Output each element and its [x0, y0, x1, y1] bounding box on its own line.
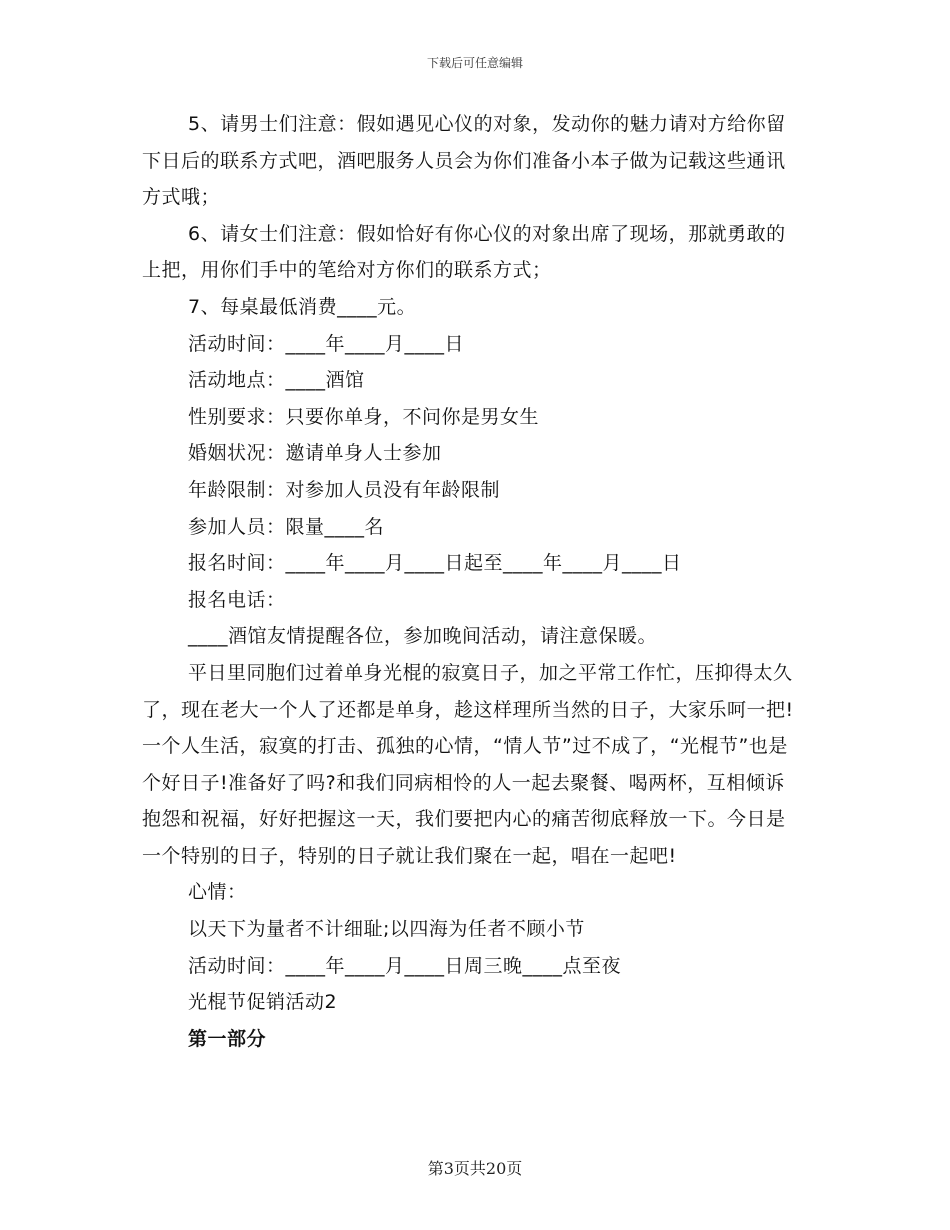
paragraph-item-7: 7、每桌最低消费____元。 — [188, 295, 417, 318]
mood-quote: 以天下为量者不计细耻;以四海为任者不顾小节 — [188, 918, 585, 941]
registration-time: 报名时间：____年____月____日起至____年____月____日 — [188, 552, 682, 575]
age-limit: 年龄限制：对参加人员没有年龄限制 — [188, 478, 501, 501]
paragraph-item-6: 6、请女士们注意：假如恰好有你心仪的对象出席了现场，那就勇敢的上把，用你们手中的笔给对方你们的联系方式； — [142, 222, 786, 282]
gender-requirement: 性别要求：只要你单身，不问你是男女生 — [188, 405, 540, 428]
participants: 参加人员：限量____名 — [188, 515, 385, 538]
marital-status: 婚姻状况：邀请单身人士参加 — [188, 442, 442, 465]
page-footer: 第3页共20页 — [427, 1159, 523, 1178]
mood-label: 心情： — [188, 881, 247, 904]
document-body — [142, 106, 802, 1057]
section-title: 光棍节促销活动2 — [188, 991, 338, 1014]
event-time: 活动时间：____年____月____日 — [188, 332, 465, 355]
event-location: 活动地点：____酒馆 — [188, 369, 365, 392]
paragraph-item-5: 5、请男士们注意：假如遇见心仪的对象，发动你的魅力请对方给你留下日后的联系方式吧，酒吧服务人员会为你们准备小本子做为记载这些通讯方式哦； — [142, 113, 786, 209]
registration-phone: 报名电话： — [188, 588, 286, 611]
event-time-2: 活动时间：____年____月____日周三晚____点至夜 — [188, 954, 622, 977]
intro-paragraph: 平日里同胞们过着单身光棍的寂寞日子，加之平常工作忙，压抑得太久了，现在老大一个人了还都是单身，趁这样理所当然的日子，大家乐呵一把!一个人生活，寂寞的打击、孤独的心情，“情人节”过不成了，“光棍节”也是个好日子!准备好了吗?和我们同病相怜的人一起去聚餐、喝两杯，互相倾诉抱怨和祝福，好好把握这一天，我们要把内心的痛苦彻底释放一下。今日是一个特别的日子，特别的日子就让我们聚在一起，唱在一起吧! — [142, 661, 794, 867]
reminder-text: ____酒馆友情提醒各位，参加晚间活动，请注意保暖。 — [188, 625, 658, 648]
page-header: 下载后可任意编辑 — [426, 56, 523, 70]
part-heading: 第一部分 — [188, 1027, 267, 1050]
